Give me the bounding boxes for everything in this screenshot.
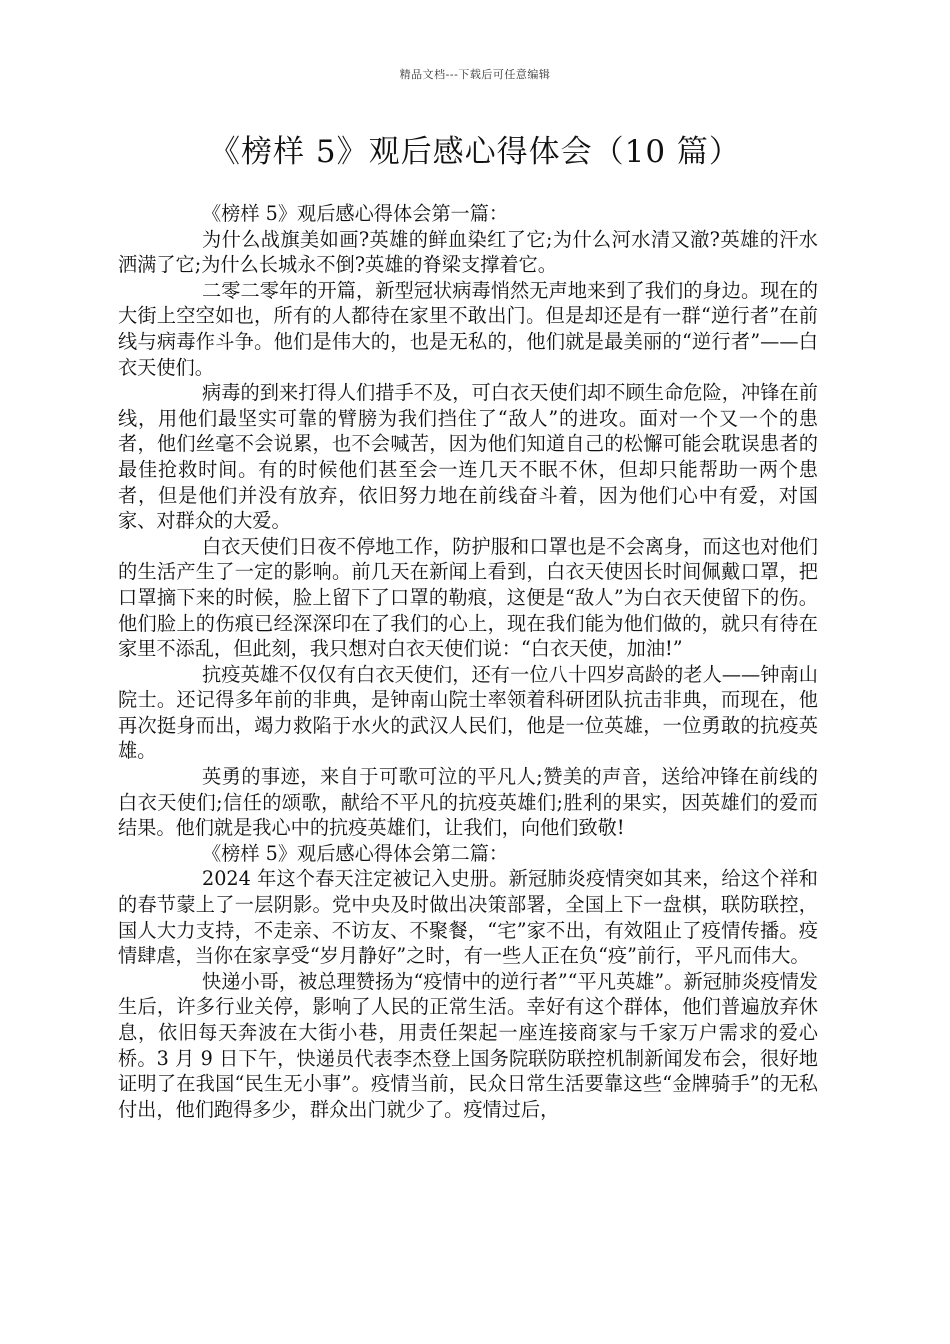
paragraph: 白衣天使们日夜不停地工作，防护服和口罩也是不会离身，而这也对他们的生活产生了一定的影响。前几天在新闻上看到，白衣天使因长时间佩戴口罩，把口罩摘下来的时候，脸上留下了口罩的勒痕，这便是“敌人”为白衣天使留下的伤。他们脸上的伤痕已经深深印在了我们的心上，现在我们能为他们做的，就只有待在家里不添乱，但此刻，我只想对白衣天使们说：“白衣天使，加油!” <box>118 534 818 661</box>
paragraph: 抗疫英雄不仅仅有白衣天使们，还有一位八十四岁高龄的老人——钟南山院士。还记得多年前的非典，是钟南山院士率领着科研团队抗击非典，而现在，他再次挺身而出，竭力救陷于水火的武汉人民们，他是一位英雄，一位勇敢的抗疫英雄。 <box>118 662 818 763</box>
section-heading: 《榜样 5》观后感心得体会第二篇： <box>202 841 509 865</box>
paragraph: 快递小哥，被总理赞扬为“疫情中的逆行者”“平凡英雄”。新冠肺炎疫情发生后，许多行业关停，影响了人民的正常生活。幸好有这个群体，他们普遍放弃休息，依旧每天奔波在大街小巷，用责任架起一座连接商家与千家万户需求的爱心桥。3 月 9 日下午，快递员代表李杰登上国务院联防联控机制新闻发布会，很好地证明了在我国“民生无小事”。疫情当前，民众日常生活要靠这些“金牌骑手”的无私付出，他们跑得多少，群众出门就少了。疫情过后， <box>118 969 818 1121</box>
document-body <box>118 201 818 1122</box>
paragraph: 2024 年这个春天注定被记入史册。新冠肺炎疫情突如其来，给这个祥和的春节蒙上了一层阴影。党中央及时做出决策部署，全国上下一盘棋，联防联控，国人大力支持，不走亲、不访友、不聚餐，“宅”家不出，有效阻止了疫情传播。疫情肆虐，当你在家享受“岁月静好”之时，有一些人正在负“疫”前行，平凡而伟大。 <box>118 867 818 968</box>
section-heading: 《榜样 5》观后感心得体会第一篇： <box>202 202 509 225</box>
paragraph: 病毒的到来打得人们措手不及，可白衣天使们却不顾生命危险，冲锋在前线，用他们最坚实可靠的臂膀为我们挡住了“敌人”的进攻。面对一个又一个的患者，他们丝毫不会说累，也不会喊苦，因为他们知道自己的松懈可能会耽误患者的最佳抢救时间。有的时候他们甚至会一连几天不眠不休，但却只能帮助一两个患者，但是他们并没有放弃，依旧努力地在前线奋斗着，因为他们心中有爱，对国家、对群众的大爱。 <box>118 381 818 533</box>
header-note: 精品文档---下载后可任意编辑 <box>399 68 551 81</box>
paragraph: 二零二零年的开篇，新型冠状病毒悄然无声地来到了我们的身边。现在的大街上空空如也，所有的人都待在家里不敢出门。但是却还是有一群“逆行者”在前线与病毒作斗争。他们是伟大的，也是无私的，他们就是最美丽的“逆行者”——白衣天使们。 <box>118 278 818 379</box>
paragraph: 为什么战旗美如画?英雄的鲜血染红了它;为什么河水清又澈?英雄的汗水洒满了它;为什么长城永不倒?英雄的脊梁支撑着它。 <box>118 227 818 277</box>
document-title: 《榜样 5》观后感心得体会（10 篇） <box>209 134 741 170</box>
paragraph: 英勇的事迹，来自于可歌可泣的平凡人;赞美的声音，送给冲锋在前线的白衣天使们;信任的颂歌，献给不平凡的抗疫英雄们;胜利的果实，因英雄们的爱而结果。他们就是我心中的抗疫英雄们，让我们，向他们致敬! <box>118 765 818 840</box>
